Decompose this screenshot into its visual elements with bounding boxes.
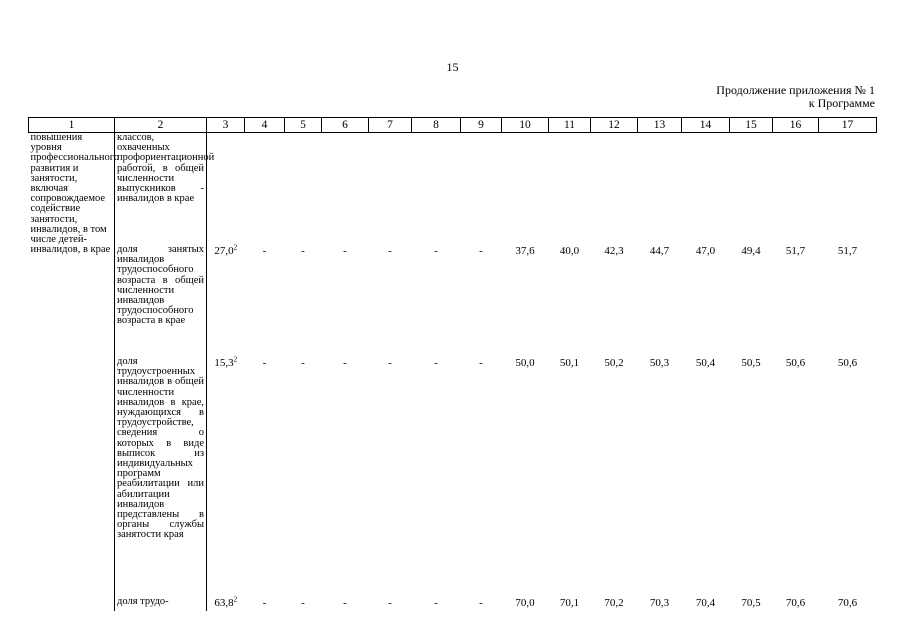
value-cell: - — [479, 245, 483, 257]
table-row — [29, 245, 877, 357]
base-value-cell: 15,3$^2$ — [214, 355, 238, 369]
value-cell — [245, 133, 285, 246]
table-row — [29, 357, 877, 597]
column-header: 4 — [245, 118, 285, 133]
value-cell — [549, 133, 591, 246]
column-header: 17 — [819, 118, 877, 133]
value-cell: 70,6 — [785, 597, 806, 609]
column-header: 5 — [285, 118, 322, 133]
value-cell: 50,5 — [741, 357, 761, 369]
value-cell: 50,2 — [604, 357, 624, 369]
value-cell: - — [343, 597, 347, 609]
value-cell — [322, 133, 369, 246]
column-header: 11 — [549, 118, 591, 133]
value-cell: 42,3 — [604, 245, 624, 257]
value-cell: - — [434, 357, 438, 369]
value-cell: 50,1 — [559, 357, 580, 369]
value-cell — [819, 133, 877, 246]
column-header: 10 — [502, 118, 549, 133]
continuation-line-2: к Программе — [808, 96, 875, 110]
column-header: 9 — [461, 118, 502, 133]
value-cell: - — [388, 357, 392, 369]
value-cell: 44,7 — [649, 245, 670, 257]
column-header: 8 — [412, 118, 461, 133]
column-header: 14 — [682, 118, 730, 133]
value-cell: 50,6 — [785, 357, 806, 369]
value-cell: 49,4 — [741, 245, 761, 257]
value-cell: 70,2 — [604, 597, 624, 609]
continuation-line-1: Продолжение приложения № 1 — [716, 83, 875, 97]
column-header: 13 — [638, 118, 682, 133]
value-cell: - — [479, 597, 483, 609]
program-table — [28, 117, 877, 611]
value-cell — [502, 133, 549, 246]
value-cell: 47,0 — [695, 245, 716, 257]
page-number: 15 — [446, 60, 459, 74]
column-header: 2 — [115, 118, 207, 133]
value-cell — [638, 133, 682, 246]
value-cell: 40,0 — [559, 245, 580, 257]
indicator-cell: доля трудоустроенных инвалидов в общей численности инвалидов в крае, нуждающихся в трудоустройстве, сведения о которых в виде выписок из индивидуальных программ реабилитации или абилитации инвалидов представлены в органы службы занятости края — [115, 357, 207, 597]
base-value-cell: 27,0$^2$ — [214, 243, 238, 257]
value-cell: 51,7 — [785, 245, 806, 257]
value-cell — [730, 133, 773, 246]
value-cell — [773, 133, 819, 246]
value-cell: - — [479, 357, 483, 369]
value-cell — [461, 133, 502, 246]
base-value-cell: 63,8$^2$ — [214, 595, 238, 609]
table-row — [29, 133, 877, 246]
value-cell — [285, 133, 322, 246]
value-cell: - — [343, 357, 347, 369]
value-cell: 70,0 — [515, 597, 535, 609]
value-cell: 51,7 — [837, 245, 858, 257]
indicator-cell: доля трудо- — [115, 597, 207, 611]
column-header: 6 — [322, 118, 369, 133]
column-header: 1 — [29, 118, 115, 133]
value-cell: 50,3 — [649, 357, 670, 369]
column-header: 3 — [207, 118, 245, 133]
value-cell: - — [434, 597, 438, 609]
value-cell: - — [262, 245, 267, 257]
column-header: 15 — [730, 118, 773, 133]
value-cell — [369, 133, 412, 246]
value-cell: 70,4 — [695, 597, 716, 609]
table-row — [29, 597, 877, 611]
column-header: 12 — [591, 118, 638, 133]
value-cell: 70,1 — [559, 597, 580, 609]
value-cell: - — [301, 245, 305, 257]
value-cell — [591, 133, 638, 246]
value-cell — [682, 133, 730, 246]
value-cell: - — [388, 245, 392, 257]
value-cell: - — [343, 245, 347, 257]
value-cell — [412, 133, 461, 246]
base-value-cell — [207, 133, 245, 246]
value-cell: - — [434, 245, 438, 257]
value-cell: - — [262, 597, 267, 609]
task-cell: повышения уровня профессионального развития и занятости, включая сопровождаемое содействие занятости, инвалидов, в том числе детей-инвалидов, в крае — [29, 133, 115, 612]
value-cell: 70,5 — [741, 597, 761, 609]
value-cell: - — [301, 357, 305, 369]
value-cell: 37,6 — [515, 245, 535, 257]
continuation-header — [716, 84, 875, 110]
value-cell: 50,6 — [837, 357, 858, 369]
value-cell: 50,4 — [695, 357, 716, 369]
indicator-cell: доля занятых инвалидов трудоспособного возраста в общей численности инвалидов трудоспособного возраста в крае — [115, 245, 207, 357]
column-header: 7 — [369, 118, 412, 133]
value-cell: 70,3 — [649, 597, 670, 609]
value-cell: 70,6 — [837, 597, 858, 609]
column-header: 16 — [773, 118, 819, 133]
value-cell: - — [262, 357, 267, 369]
header-row — [29, 118, 877, 133]
value-cell: 50,0 — [515, 357, 535, 369]
value-cell: - — [388, 597, 392, 609]
indicator-cell: классов, охваченных профориентационной работой, в общей численности выпускников - инвалидов в крае — [115, 133, 207, 246]
value-cell: - — [301, 597, 305, 609]
